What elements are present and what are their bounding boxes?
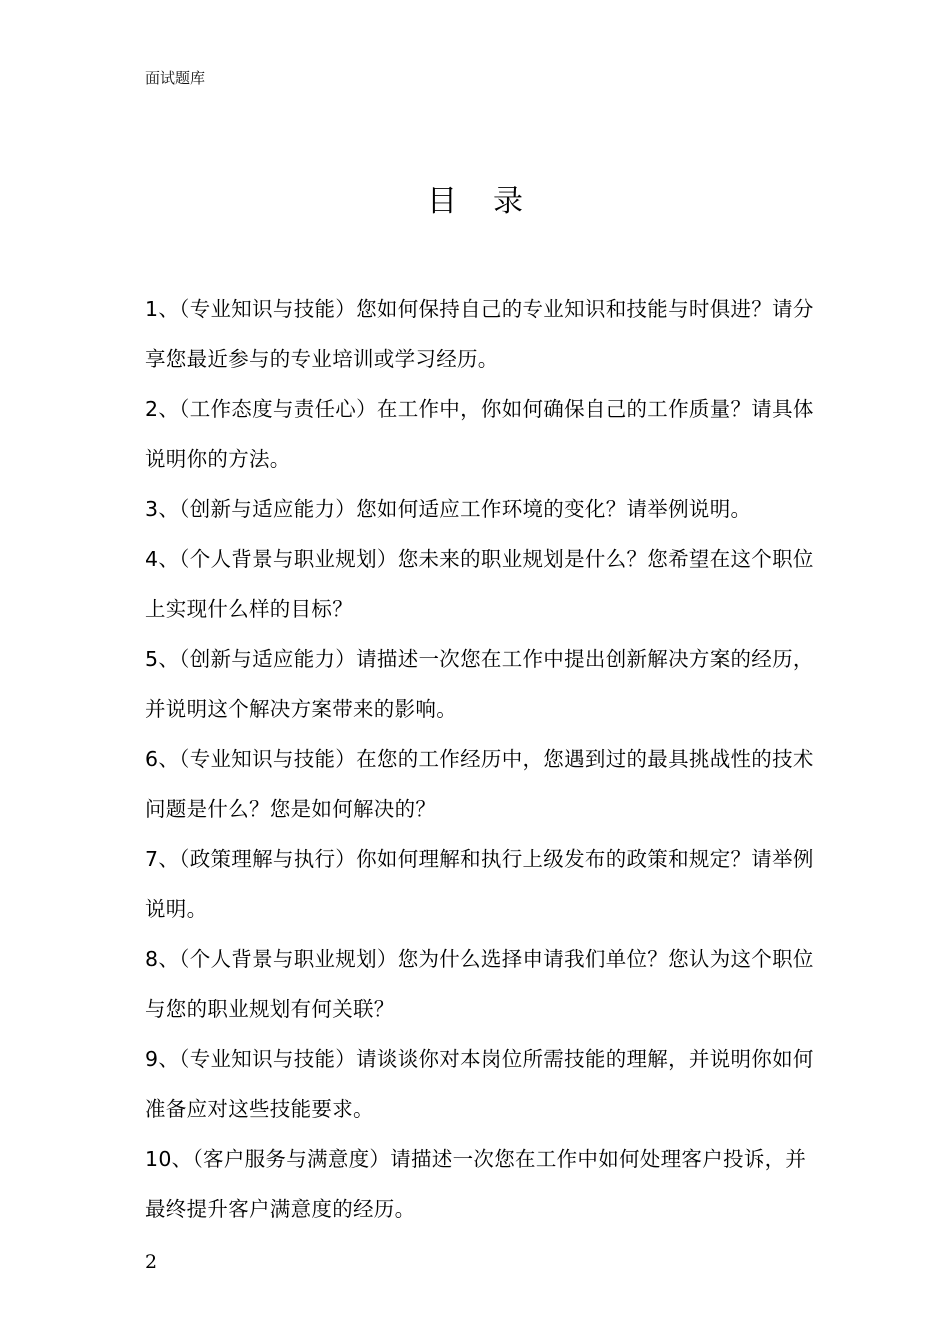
- toc-item[interactable]: 7、（政策理解与执行）你如何理解和执行上级发布的政策和规定？请举例说明。: [145, 847, 814, 921]
- page-number: 2: [145, 1251, 158, 1273]
- toc-title: 目录: [427, 184, 559, 219]
- toc-item[interactable]: 5、（创新与适应能力）请描述一次您在工作中提出创新解决方案的经历，并说明这个解决方案带来的影响。: [145, 647, 814, 721]
- toc-item[interactable]: 9、（专业知识与技能）请谈谈你对本岗位所需技能的理解，并说明你如何准备应对这些技能要求。: [145, 1047, 814, 1121]
- toc-item[interactable]: 8、（个人背景与职业规划）您为什么选择申请我们单位？您认为这个职位与您的职业规划有何关联？: [145, 947, 814, 1021]
- table-of-contents: [145, 284, 825, 1234]
- toc-item[interactable]: 3、（创新与适应能力）您如何适应工作环境的变化？请举例说明。: [145, 497, 752, 521]
- toc-item[interactable]: 6、（专业知识与技能）在您的工作经历中，您遇到过的最具挑战性的技术问题是什么？您是如何解决的？: [145, 747, 814, 821]
- toc-item[interactable]: 4、（个人背景与职业规划）您未来的职业规划是什么？您希望在这个职位上实现什么样的目标？: [145, 547, 814, 621]
- toc-item[interactable]: 10、（客户服务与满意度）请描述一次您在工作中如何处理客户投诉，并最终提升客户满意度的经历。: [145, 1147, 807, 1221]
- toc-item[interactable]: 2、（工作态度与责任心）在工作中，你如何确保自己的工作质量？请具体说明你的方法。: [145, 397, 814, 471]
- toc-item[interactable]: 1、（专业知识与技能）您如何保持自己的专业知识和技能与时俱进？请分享您最近参与的专业培训或学习经历。: [145, 297, 814, 371]
- page-header: 面试题库: [145, 69, 206, 87]
